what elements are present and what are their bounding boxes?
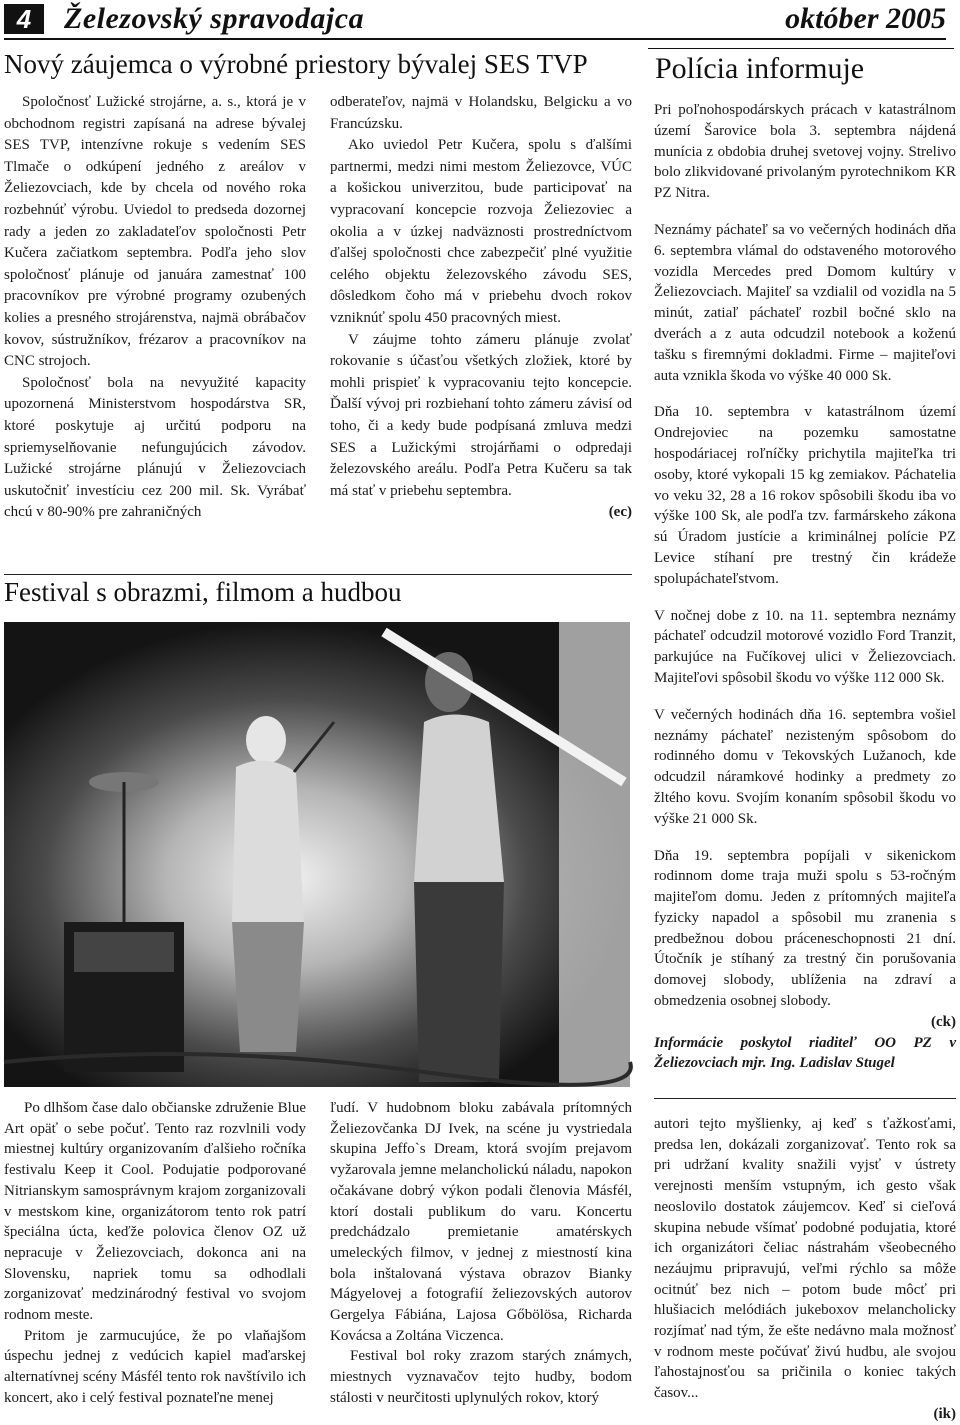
section-divider <box>4 574 632 575</box>
police-report: Dňa 19. septembra popíjali v sikenickom rodinnom dome traja muži spolu s 53-ročným majiteľom domu. Jeden z prítomných majiteľa fyzicky napadol a spôsobil mu zranenia s predbežnou dobou práceneschopnosti 21 dní. Útočník je stíhaný za trestný čin porušovania domovej slobody, ublíženia na zdraví a obmedzenia osobnej slobody. <box>654 847 956 1010</box>
article-title: Nový záujemca o výrobné priestory bývalej SES TVP <box>4 49 588 79</box>
festival-paragraph: Pritom je zarmucujúce, že po vlaňajšom úspechu jednej z vedúcich kapiel maďarskej alternatívnej scény Másfél tento rok navštívilo ich koncert, ako i celý festival poznateľne menej <box>4 1327 306 1406</box>
festival-paragraph: Po dlhšom čase dalo občianske združenie Blue Art opäť o sebe počuť. Tento raz rozvlnili vody miestnej kultúry organizovaním ďalšieho ročníka festivalu Keep it Cool. Podujatie podporované Nitrianskym samosprávnym krajom zorganizovali v mestskom kine, organizátorom tento rok patrí špeciálna úcta, keďže polovica členov OZ už nepracuje v Želiezovciach, dokonca ani na Slovensku, napriek tomu sa odhodlali zorganizovať medzinárodný festival vo svojom rodnom meste. <box>4 1100 306 1324</box>
sidebar-top-rule <box>648 48 954 49</box>
festival-paragraph: autori tejto myšlienky, aj keď s ťažkosťami, predsa len, dokázali zorganizovať. Tento rok sa pri udržaní kvality snažili vyjsť v ústrety verejnosti menším vstupným, ich gesto však neoslovilo dostatok záujemcov. Keď si cieľová skupina nebude všímať podobné podujatia, ktoré ich organizátori čeliac nástrahám všeobecného nezáujmu pripravujú, veľmi rýchlo sa môže ocitnúť bez nich – potom bude môcť pri hlušiacich melódiách jukeboxov melancholicky rozjímať nad tým, že ešte nedávno mala možnosť v rodnom meste počúvať živú hudbu, ale svojou ľahostajnosťou sa pričinila o koniec takých časov... <box>654 1116 956 1402</box>
sidebar-divider <box>654 1098 956 1099</box>
police-signoff: Informácie poskytol riaditeľ OO PZ v Želiezovciach mjr. Ing. Ladislav Stugel <box>654 1034 956 1072</box>
police-report: V nočnej dobe z 10. na 11. septembra neznámy páchateľ odcudzil motorové vozidlo Ford Tranzit, parkujúce na Fučíkovej ulici v Želiezovciach. Majiteľovi spôsobil škodu vo výške 112 000 Sk. <box>654 607 956 686</box>
sidebar-title: Polícia informuje <box>655 52 865 85</box>
article-paragraph: Ako uviedol Petr Kučera, spolu s ďalšími partnermi, medzi nimi mestom Želiezovce, VÚC a košickou univerzitou, bude participovať na vypracovaní koncepcie rozvoja Želiezoviec a okolia a v úzkej nadväznosti prostredníctvom ďalšej spoločnosti chce zabezpečiť plné využitie celého objektu železovského závodu SES, dôsledkom čoho má v priebehu dvoch rokov vzniknúť spolu 450 pracovných miest. <box>330 137 632 326</box>
header-rule <box>4 38 946 40</box>
page-header <box>0 0 960 40</box>
police-report: Pri poľnohospodárskych prácach v katastrálnom území Šarovice bola 3. septembra nájdená munícia z obdobia druhej svetovej vojny. Strelivo bolo zlikvidované privolaným pyrotechnikom KR PZ Nitra. <box>654 102 956 202</box>
festival-column-3 <box>654 1114 956 1425</box>
festival-paragraph: ľudí. V hudobnom bloku zabávala prítomných Želiezovčanka DJ Ivek, na scéne ju vystriedala skupina Jeffo`s Dream, ktorá svojím prejavom vyžarovala jemne melancholickú náladu, napokon očakávane dobrý výkon podali členovia Másfél, ktorí dostali publikum do varu. Koncertu predchádzalo premietanie amatérskych umeleckých filmov, v jednej z miestností kina bola inštalovaná výstava obrazov Bianky Mágyelovej a fotografií želiezovských autorov Gergelya Fábiána, Lajosa Gőbölösa, Richarda Kovácsa a Zoltána Viczenca. <box>330 1100 632 1344</box>
police-credit: (ck) <box>931 1013 956 1030</box>
festival-column-2 <box>330 1098 632 1409</box>
masthead: Železovský spravodajca <box>64 2 365 35</box>
festival-title: Festival s obrazmi, filmom a hudbou <box>4 577 402 607</box>
article-paragraph: Spoločnosť Lužické strojárne, a. s., ktorá je v obchodnom registri zapísaná na adrese bývalej SES TVP, intenzívne rokuje s vedením SES Tlmače o odkúpení jedného z areálov v Želiezovciach, kde by chcela od nového roka rozbehnúť výrobu. Uviedol to predseda dozornej rady a jeden zo zakladateľov spoločnosti Petr Kučera začiatkom septembra. Podľa jeho slov spoločnosť plánuje od januára zamestnať 100 pracovníkov pre výrobné programy ozubených kolies a presného strojárenstva, najmä obrábačov kovov, sústružníkov, frézarov a pracovníkov na CNC strojoch. <box>4 94 306 370</box>
police-report: Dňa 10. septembra v katastrálnom území Ondrejoviec na pozemku samostatne hospodáriacej roľníčky prichytila majiteľka tri osoby, ktoré vykopali 15 kg zemiakov. Páchatelia vo veku 32, 28 a 16 rokov spôsobili škodu iba vo výške 100 Sk, ale podľa tzv. farmárskeho zákona sú Úradom justície a kriminálnej polície PZ Levice stíhaní pre trestný čin krádeže spolupáchateľstvom. <box>654 404 956 587</box>
article-column-2 <box>330 92 632 524</box>
festival-paragraph: Festival bol roky zrazom starých známych, miestnych vyznavačov tejto hudby, bodom stálosti v neurčitosti uplynulých rokov, ktorý <box>330 1348 632 1406</box>
article-paragraph: odberateľov, najmä v Holandsku, Belgicku a vo Francúzsku. <box>330 94 632 132</box>
article-column-1 <box>4 92 306 524</box>
police-column <box>654 100 956 1074</box>
concert-photo <box>4 622 630 1087</box>
festival-credit: (ik) <box>933 1405 956 1422</box>
festival-column-1 <box>4 1098 306 1409</box>
police-report: Neznámy páchateľ sa vo večerných hodinách dňa 6. septembra vlámal do odstaveného motorového vozidla Mercedes pred Domom kultúry v Želiezovciach. Majiteľ sa vzdialil od vozidla na 5 minút, zatiaľ páchateľ rozbil bočné sklo na dverách a z auta odcudzil notebook a koženú tašku s firemnými dokladmi. Firme – majiteľovi auta vznikla škoda vo výške 40 000 Sk. <box>654 221 956 384</box>
concert-photo-image <box>4 622 630 1087</box>
article-paragraph: V záujme tohto zámeru plánuje zvolať rokovanie s účasťou všetkých zložiek, ktoré by mohli prispieť k vypracovaniu tejto koncepcie. Ďalší vývoj pri rozbiehaní tohto zámeru závisí od toho, či a kedy bude podpísaná zmluva medzi SES a Lužickými strojárňami o odpredaji železovského areálu. Podľa Petra Kučeru sa tak má stať v priebehu septembra. <box>330 331 632 499</box>
police-report: V večerných hodinách dňa 16. septembra vošiel neznámy páchateľ nezisteným spôsobom do rodinného domu v Tekovských Lužanoch, kde odcudzil náramkové hodinky a predmety zo žltého kovu. Svojím konaním spôsobil škodu vo výške 21 000 Sk. <box>654 706 956 827</box>
issue-date: október 2005 <box>785 2 946 35</box>
article-paragraph: Spoločnosť bola na nevyužité kapacity upozornená Ministerstvom hospodárstva SR, ktoré poskytuje aj určitú podporu na spriemyselňovanie nefungujúcich závodov. Lužické strojárne plánujú v Želiezovciach uskutočniť investíciu cez 200 mil. Sk. Vyrábať chcú v 80-90% pre zahraničných <box>4 374 306 521</box>
article-credit: (ec) <box>608 504 632 521</box>
page-number: 4 <box>4 4 44 34</box>
